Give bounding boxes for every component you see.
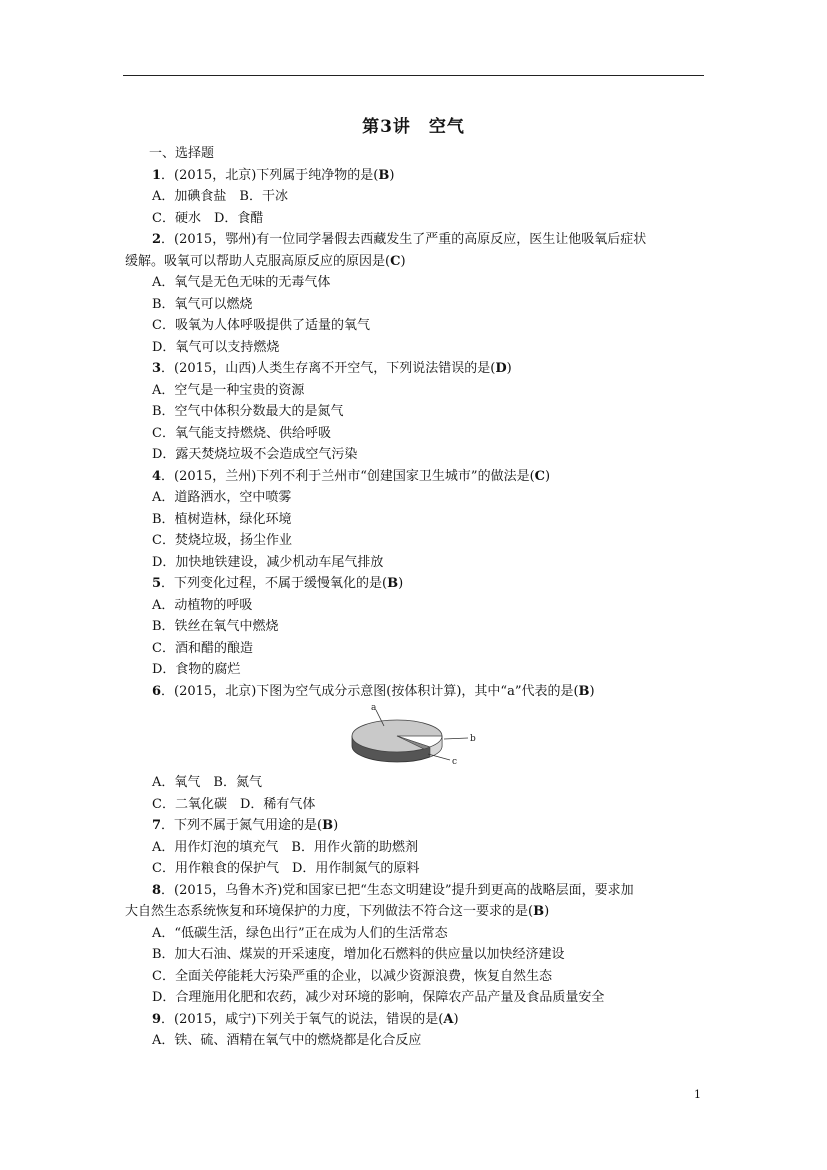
option-line: A．氧气 B．氮气 xyxy=(152,775,262,790)
option-line: A．铁、硫、酒精在氧气中的燃烧都是化合反应 xyxy=(152,1033,422,1048)
option-line: D．露天焚烧垃圾不会造成空气污染 xyxy=(152,447,358,462)
page-title: 第3讲 空气 xyxy=(362,117,465,137)
question-6: 6．(2015，北京)下图为空气成分示意图(按体积计算)，其中“a”代表的是(B) xyxy=(152,683,595,699)
option-line: A．空气是一种宝贵的资源 xyxy=(152,382,305,398)
answer: C xyxy=(390,253,401,269)
option-line: B．加大石油、煤炭的开采速度，增加化石燃料的供应量以加快经济建设 xyxy=(152,947,565,962)
answer: B xyxy=(387,576,399,591)
question-8: 8．(2015，乌鲁木齐)党和国家已把“生态文明建设”提升到更高的战略层面，要求加 xyxy=(152,882,634,898)
option-line: C．酒和醋的酿造 xyxy=(152,640,253,656)
option-line: B．植树造林，绿化环境 xyxy=(152,511,292,527)
question-2: 2．(2015，鄂州)有一位同学暑假去西藏发生了严重的高原反应，医生让他吸氧后症状 xyxy=(152,232,647,247)
option-line: C．二氧化碳 D．稀有气体 xyxy=(152,796,316,812)
question-5: 5．下列变化过程，不属于缓慢氧化的是(B) xyxy=(152,576,404,591)
option-line: A．道路洒水，空中喷雾 xyxy=(152,490,292,505)
option-line: B．铁丝在氧气中燃烧 xyxy=(152,619,279,634)
label-a: a xyxy=(371,703,377,713)
question-9: 9．(2015，咸宁)下列关于氧气的说法，错误的是(A) xyxy=(152,1011,459,1027)
leader-b xyxy=(444,738,468,739)
answer: B xyxy=(533,904,545,919)
option-line: C．氧气能支持燃烧、供给呼吸 xyxy=(152,425,331,441)
leader-c xyxy=(428,754,450,760)
option-line: C．用作粮食的保护气 D．用作制氮气的原料 xyxy=(152,861,420,876)
option-line: B．氧气可以燃烧 xyxy=(152,296,253,312)
answer: C xyxy=(534,468,545,484)
air-composition-figure xyxy=(152,702,712,772)
option-line: C．全面关停能耗大污染严重的企业，以减少资源浪费，恢复自然生态 xyxy=(152,968,552,984)
option-line: A．“低碳生活，绿色出行”正在成为人们的生活常态 xyxy=(152,925,448,941)
option-line: A．用作灯泡的填充气 B．用作火箭的助燃剂 xyxy=(152,839,418,855)
section-heading: 一、选择题 xyxy=(149,146,215,161)
answer: B xyxy=(322,818,334,833)
question-list xyxy=(125,143,712,1052)
option-line: A．氧气是无色无味的无毒气体 xyxy=(152,275,331,290)
option-line: C．硬水 D．食醋 xyxy=(152,210,264,226)
option-line: C．焚烧垃圾，扬尘作业 xyxy=(152,533,292,548)
option-line: C．吸氧为人体呼吸提供了适量的氧气 xyxy=(152,318,370,333)
question-8-continued: 大自然生态系统恢复和环境保护的力度，下列做法不符合这一要求的是(B) xyxy=(125,904,550,919)
page-number: 1 xyxy=(694,1088,701,1101)
question-7: 7．下列不属于氮气用途的是(B) xyxy=(152,818,339,833)
question-2-continued: 缓解。吸氧可以帮助人克服高原反应的原因是(C) xyxy=(125,253,406,269)
option-line: A．加碘食盐 B．干冰 xyxy=(152,189,288,204)
pie-diagram xyxy=(152,702,712,772)
header-rule xyxy=(123,75,704,76)
label-b: b xyxy=(470,734,476,744)
answer: B xyxy=(578,683,590,699)
option-line: D．食物的腐烂 xyxy=(152,662,241,677)
answer: B xyxy=(378,167,390,183)
question-3: 3．(2015，山西)人类生存离不开空气，下列说法错误的是(D) xyxy=(152,361,512,376)
option-line: D．氧气可以支持燃烧 xyxy=(152,339,280,355)
question-4: 4．(2015，兰州)下列不利于兰州市“创建国家卫生城市”的做法是(C) xyxy=(152,468,551,484)
label-c: c xyxy=(452,757,458,767)
option-line: B．空气中体积分数最大的是氮气 xyxy=(152,404,344,419)
option-line: D．合理施用化肥和农药，减少对环境的影响，保障农产品产量及食品质量安全 xyxy=(152,990,605,1005)
option-line: D．加快地铁建设，减少机动车尾气排放 xyxy=(152,554,384,570)
option-line: A．动植物的呼吸 xyxy=(152,597,253,613)
question-1: 1．(2015，北京)下列属于纯净物的是(B) xyxy=(152,167,395,183)
answer: D xyxy=(495,361,507,376)
answer: A xyxy=(443,1011,454,1027)
